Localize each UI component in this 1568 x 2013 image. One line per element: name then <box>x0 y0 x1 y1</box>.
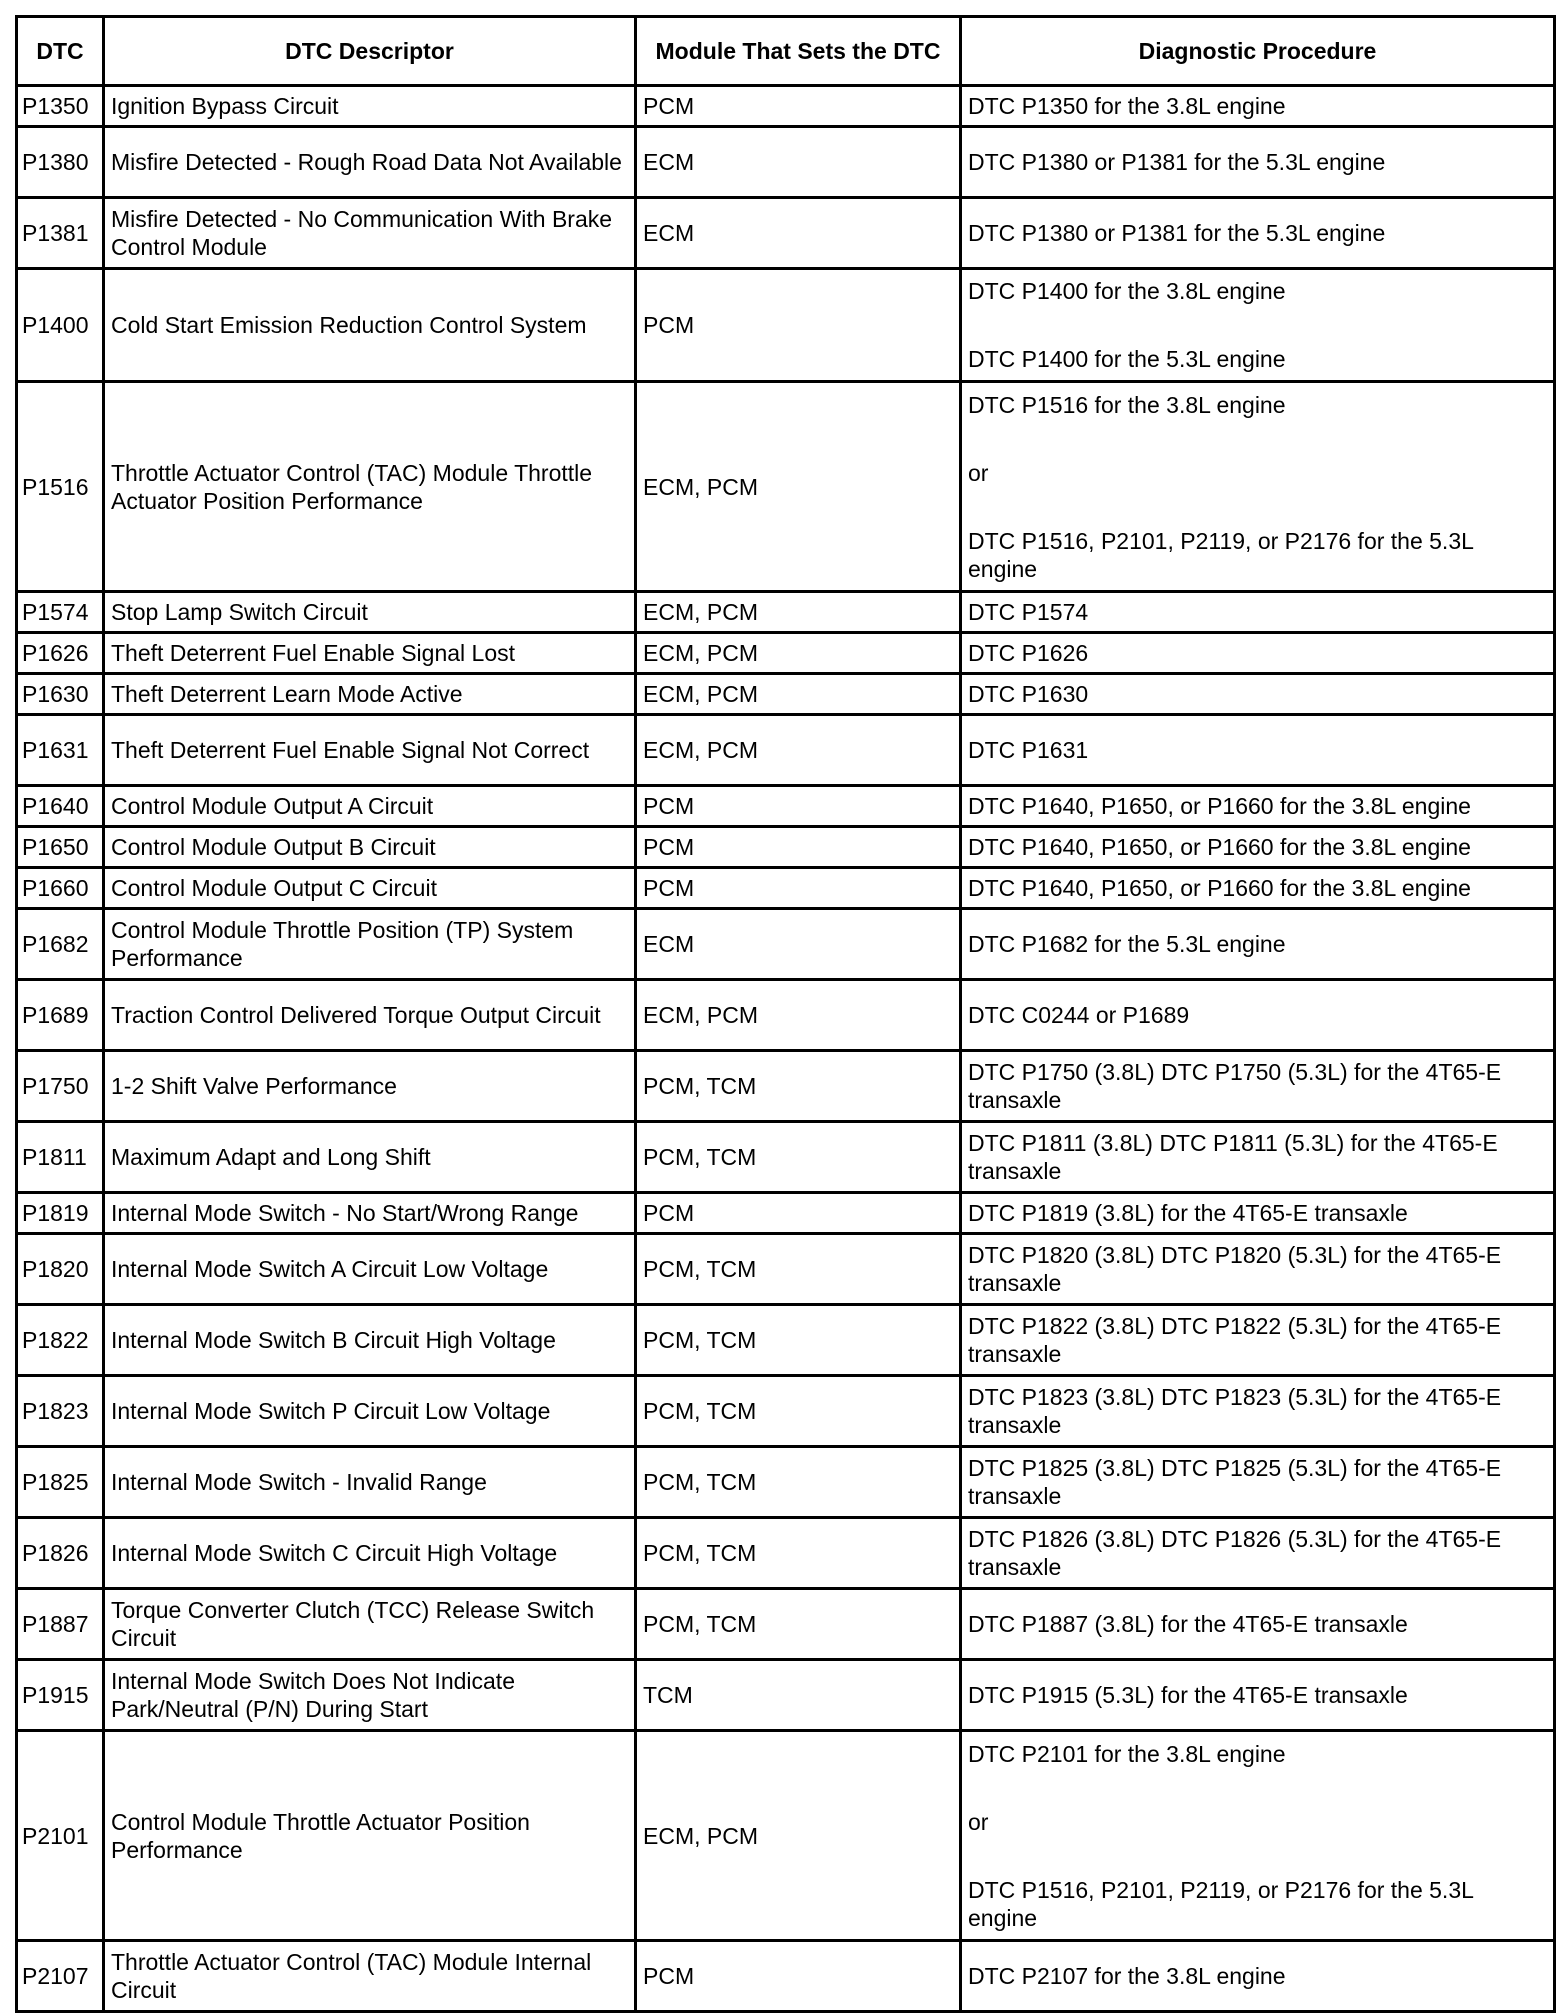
procedure-line: DTC P1631 <box>968 737 1089 763</box>
table-row <box>17 674 1555 715</box>
dtc-descriptor: Cold Start Emission Reduction Control System <box>104 269 636 382</box>
procedure-spacer <box>968 1836 1547 1876</box>
dtc-descriptor: Torque Converter Clutch (TCC) Release Switch Circuit <box>104 1589 636 1660</box>
diagnostic-procedure <box>961 715 1555 786</box>
header-dtc: DTC <box>17 17 104 86</box>
dtc-descriptor: Stop Lamp Switch Circuit <box>104 592 636 633</box>
procedure-line: DTC P1682 for the 5.3L engine <box>968 931 1286 957</box>
dtc-descriptor: Internal Mode Switch B Circuit High Voltage <box>104 1305 636 1376</box>
procedure-line: DTC P2107 for the 3.8L engine <box>968 1963 1286 1989</box>
table-row <box>17 633 1555 674</box>
dtc-code: P1915 <box>17 1660 104 1731</box>
dtc-descriptor: Internal Mode Switch - No Start/Wrong Range <box>104 1193 636 1234</box>
dtc-descriptor: Traction Control Delivered Torque Output Circuit <box>104 980 636 1051</box>
dtc-module: ECM, PCM <box>636 715 961 786</box>
dtc-code: P1400 <box>17 269 104 382</box>
dtc-descriptor: Internal Mode Switch - Invalid Range <box>104 1447 636 1518</box>
diagnostic-procedure <box>961 1518 1555 1589</box>
procedure-line: DTC P1823 (3.8L) DTC P1823 (5.3L) for the 4T65-E transaxle <box>968 1384 1502 1438</box>
procedure-line: DTC P1915 (5.3L) for the 4T65-E transaxle <box>968 1682 1408 1708</box>
procedure-line: DTC P1640, P1650, or P1660 for the 3.8L engine <box>968 793 1471 819</box>
table-header <box>17 17 1555 86</box>
procedure-line: or <box>968 1808 989 1835</box>
diagnostic-procedure <box>961 674 1555 715</box>
procedure-line: DTC P1822 (3.8L) DTC P1822 (5.3L) for the 4T65-E transaxle <box>968 1313 1502 1367</box>
table-body <box>17 86 1555 2012</box>
dtc-code: P1380 <box>17 127 104 198</box>
dtc-descriptor: 1-2 Shift Valve Performance <box>104 1051 636 1122</box>
dtc-code: P1630 <box>17 674 104 715</box>
table-row <box>17 715 1555 786</box>
dtc-module: ECM <box>636 127 961 198</box>
dtc-module: ECM, PCM <box>636 674 961 715</box>
procedure-line: DTC P1574 <box>968 599 1089 625</box>
header-module: Module That Sets the DTC <box>636 17 961 86</box>
diagnostic-procedure <box>961 1122 1555 1193</box>
table-row <box>17 1193 1555 1234</box>
dtc-module: ECM, PCM <box>636 633 961 674</box>
dtc-code: P1820 <box>17 1234 104 1305</box>
dtc-module: ECM, PCM <box>636 1731 961 1941</box>
table-row <box>17 1447 1555 1518</box>
dtc-module: PCM <box>636 86 961 127</box>
dtc-module: PCM <box>636 269 961 382</box>
table-row <box>17 1731 1555 1941</box>
diagnostic-procedure <box>961 269 1555 382</box>
procedure-line: DTC P1400 for the 3.8L engine <box>968 278 1286 304</box>
dtc-module: PCM <box>636 1193 961 1234</box>
procedure-line: DTC P1630 <box>968 681 1089 707</box>
dtc-descriptor: Internal Mode Switch Does Not Indicate Park/Neutral (P/N) During Start <box>104 1660 636 1731</box>
table-row <box>17 1051 1555 1122</box>
dtc-descriptor: Internal Mode Switch C Circuit High Voltage <box>104 1518 636 1589</box>
table-row <box>17 1518 1555 1589</box>
header-row <box>17 17 1555 86</box>
dtc-module: ECM <box>636 198 961 269</box>
dtc-descriptor: Control Module Throttle Actuator Position Performance <box>104 1731 636 1941</box>
dtc-module: PCM, TCM <box>636 1051 961 1122</box>
diagnostic-procedure <box>961 1305 1555 1376</box>
dtc-module: PCM, TCM <box>636 1376 961 1447</box>
dtc-code: P1660 <box>17 868 104 909</box>
procedure-line: DTC P1400 for the 5.3L engine <box>968 346 1286 372</box>
dtc-code: P1350 <box>17 86 104 127</box>
dtc-descriptor: Theft Deterrent Fuel Enable Signal Lost <box>104 633 636 674</box>
diagnostic-procedure <box>961 382 1555 592</box>
dtc-code: P1631 <box>17 715 104 786</box>
diagnostic-procedure <box>961 1193 1555 1234</box>
diagnostic-procedure <box>961 127 1555 198</box>
dtc-code: P1819 <box>17 1193 104 1234</box>
procedure-line: DTC P1825 (3.8L) DTC P1825 (5.3L) for the 4T65-E transaxle <box>968 1455 1502 1509</box>
dtc-module: PCM, TCM <box>636 1589 961 1660</box>
diagnostic-procedure <box>961 786 1555 827</box>
table-row <box>17 269 1555 382</box>
dtc-module: PCM <box>636 786 961 827</box>
dtc-module: PCM, TCM <box>636 1122 961 1193</box>
dtc-module: PCM, TCM <box>636 1234 961 1305</box>
dtc-module: PCM <box>636 1941 961 2012</box>
diagnostic-procedure <box>961 633 1555 674</box>
dtc-code: P1640 <box>17 786 104 827</box>
procedure-line: DTC P1811 (3.8L) DTC P1811 (5.3L) for the 4T65-E transaxle <box>968 1130 1498 1184</box>
table-row <box>17 127 1555 198</box>
diagnostic-procedure <box>961 1660 1555 1731</box>
dtc-code: P2107 <box>17 1941 104 2012</box>
dtc-module: PCM, TCM <box>636 1518 961 1589</box>
diagnostic-procedure <box>961 827 1555 868</box>
table-row <box>17 980 1555 1051</box>
dtc-module: PCM <box>636 827 961 868</box>
procedure-line: DTC P1640, P1650, or P1660 for the 3.8L engine <box>968 834 1471 860</box>
dtc-code: P1887 <box>17 1589 104 1660</box>
table-row <box>17 1305 1555 1376</box>
dtc-code: P1682 <box>17 909 104 980</box>
dtc-descriptor: Theft Deterrent Fuel Enable Signal Not Correct <box>104 715 636 786</box>
dtc-descriptor: Throttle Actuator Control (TAC) Module Throttle Actuator Position Performance <box>104 382 636 592</box>
dtc-code: P1811 <box>17 1122 104 1193</box>
dtc-module: TCM <box>636 1660 961 1731</box>
diagnostic-procedure <box>961 198 1555 269</box>
procedure-line: or <box>968 459 989 486</box>
procedure-line: DTC P1819 (3.8L) for the 4T65-E transaxle <box>968 1200 1408 1226</box>
table-row <box>17 909 1555 980</box>
dtc-code: P1516 <box>17 382 104 592</box>
dtc-code: P1574 <box>17 592 104 633</box>
procedure-line: DTC P1516, P2101, P2119, or P2176 for the 5.3L engine <box>968 1876 1474 1931</box>
diagnostic-procedure <box>961 868 1555 909</box>
procedure-spacer <box>968 1768 1547 1808</box>
procedure-line: DTC P1626 <box>968 640 1089 666</box>
dtc-descriptor: Control Module Output B Circuit <box>104 827 636 868</box>
dtc-module: PCM, TCM <box>636 1305 961 1376</box>
procedure-line: DTC C0244 or P1689 <box>968 1002 1190 1028</box>
diagnostic-procedure <box>961 592 1555 633</box>
dtc-descriptor: Control Module Throttle Position (TP) System Performance <box>104 909 636 980</box>
dtc-table <box>15 15 1556 2013</box>
diagnostic-procedure <box>961 909 1555 980</box>
table-row <box>17 786 1555 827</box>
table-row <box>17 1122 1555 1193</box>
dtc-code: P1381 <box>17 198 104 269</box>
procedure-line: DTC P1640, P1650, or P1660 for the 3.8L engine <box>968 875 1471 901</box>
table-row <box>17 827 1555 868</box>
dtc-module: PCM <box>636 868 961 909</box>
dtc-code: P1650 <box>17 827 104 868</box>
diagnostic-procedure <box>961 1447 1555 1518</box>
diagnostic-procedure <box>961 86 1555 127</box>
dtc-descriptor: Ignition Bypass Circuit <box>104 86 636 127</box>
dtc-code: P1689 <box>17 980 104 1051</box>
dtc-module: ECM <box>636 909 961 980</box>
dtc-descriptor: Maximum Adapt and Long Shift <box>104 1122 636 1193</box>
dtc-module: ECM, PCM <box>636 382 961 592</box>
table-row <box>17 1234 1555 1305</box>
dtc-code: P2101 <box>17 1731 104 1941</box>
procedure-line: DTC P1516 for the 3.8L engine <box>968 391 1286 418</box>
table-row <box>17 198 1555 269</box>
diagnostic-procedure <box>961 1731 1555 1941</box>
procedure-line: DTC P2101 for the 3.8L engine <box>968 1740 1286 1767</box>
dtc-module: ECM, PCM <box>636 980 961 1051</box>
table-row <box>17 86 1555 127</box>
table-row <box>17 1941 1555 2012</box>
table-row <box>17 1589 1555 1660</box>
dtc-descriptor: Internal Mode Switch P Circuit Low Voltage <box>104 1376 636 1447</box>
table-row <box>17 382 1555 592</box>
dtc-descriptor: Misfire Detected - Rough Road Data Not Available <box>104 127 636 198</box>
procedure-line: DTC P1750 (3.8L) DTC P1750 (5.3L) for the 4T65-E transaxle <box>968 1059 1502 1113</box>
diagnostic-procedure <box>961 1589 1555 1660</box>
procedure-line: DTC P1820 (3.8L) DTC P1820 (5.3L) for the 4T65-E transaxle <box>968 1242 1502 1296</box>
procedure-line: DTC P1380 or P1381 for the 5.3L engine <box>968 149 1386 175</box>
dtc-code: P1825 <box>17 1447 104 1518</box>
diagnostic-procedure <box>961 980 1555 1051</box>
procedure-spacer <box>968 305 1547 345</box>
dtc-descriptor: Internal Mode Switch A Circuit Low Voltage <box>104 1234 636 1305</box>
dtc-descriptor: Throttle Actuator Control (TAC) Module Internal Circuit <box>104 1941 636 2012</box>
table-row <box>17 1376 1555 1447</box>
procedure-line: DTC P1887 (3.8L) for the 4T65-E transaxle <box>968 1611 1408 1637</box>
diagnostic-procedure <box>961 1376 1555 1447</box>
dtc-descriptor: Control Module Output C Circuit <box>104 868 636 909</box>
table-row <box>17 592 1555 633</box>
dtc-code: P1822 <box>17 1305 104 1376</box>
dtc-module: PCM, TCM <box>636 1447 961 1518</box>
table-row <box>17 1660 1555 1731</box>
dtc-descriptor: Misfire Detected - No Communication With Brake Control Module <box>104 198 636 269</box>
procedure-line: DTC P1516, P2101, P2119, or P2176 for the 5.3L engine <box>968 527 1474 582</box>
dtc-code: P1823 <box>17 1376 104 1447</box>
diagnostic-procedure <box>961 1051 1555 1122</box>
dtc-code: P1750 <box>17 1051 104 1122</box>
header-descriptor: DTC Descriptor <box>104 17 636 86</box>
procedure-line: DTC P1350 for the 3.8L engine <box>968 93 1286 119</box>
diagnostic-procedure <box>961 1234 1555 1305</box>
header-procedure: Diagnostic Procedure <box>961 17 1555 86</box>
dtc-code: P1626 <box>17 633 104 674</box>
procedure-spacer <box>968 419 1547 459</box>
dtc-module: ECM, PCM <box>636 592 961 633</box>
dtc-descriptor: Control Module Output A Circuit <box>104 786 636 827</box>
procedure-spacer <box>968 487 1547 527</box>
dtc-descriptor: Theft Deterrent Learn Mode Active <box>104 674 636 715</box>
procedure-line: DTC P1826 (3.8L) DTC P1826 (5.3L) for the 4T65-E transaxle <box>968 1526 1502 1580</box>
dtc-code: P1826 <box>17 1518 104 1589</box>
diagnostic-procedure <box>961 1941 1555 2012</box>
table-row <box>17 868 1555 909</box>
procedure-line: DTC P1380 or P1381 for the 5.3L engine <box>968 220 1386 246</box>
